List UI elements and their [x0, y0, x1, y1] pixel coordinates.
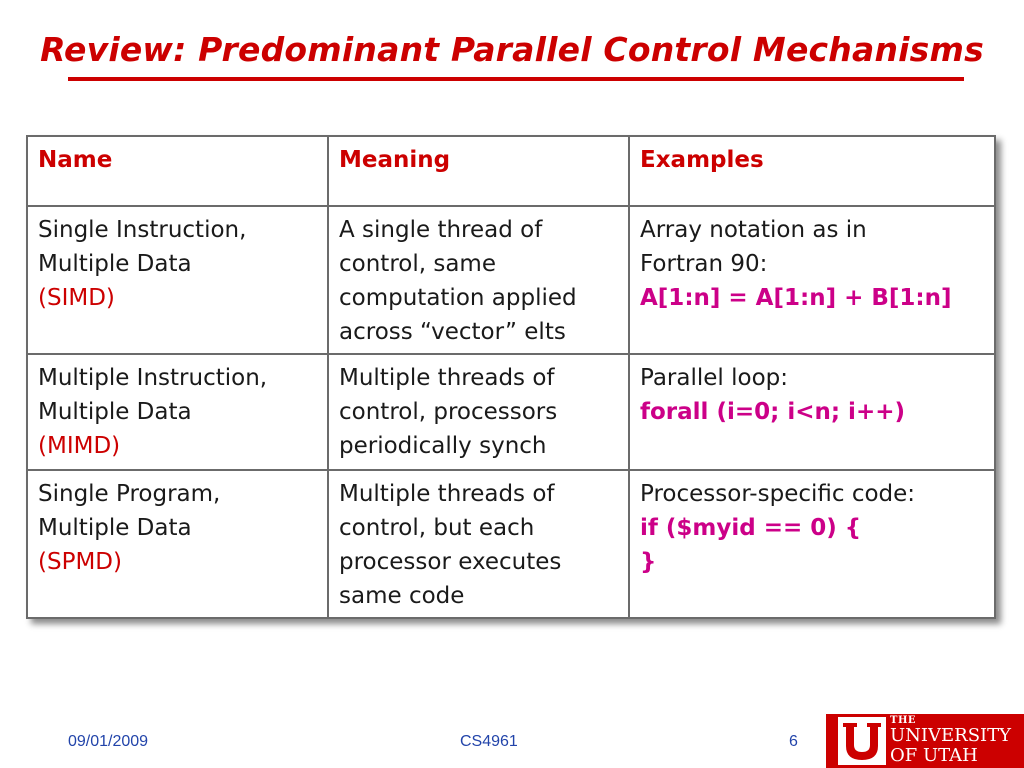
cell-meaning: [328, 470, 629, 618]
meaning-line: across “vector” elts: [339, 319, 566, 345]
meaning-line: Multiple threads of: [339, 365, 555, 391]
cell-examples: [629, 206, 995, 354]
meaning-line: processor executes: [339, 549, 562, 575]
logo-the: THE: [890, 715, 917, 726]
name-line: Multiple Data: [38, 251, 192, 277]
meaning-line: control, but each: [339, 515, 535, 541]
block-u-icon: [838, 717, 886, 765]
example-code: forall (i=0; i<n; i++): [640, 399, 905, 425]
footer-page-number: 6: [789, 733, 798, 750]
cell-name: [27, 206, 328, 354]
name-abbreviation: (MIMD): [38, 433, 121, 459]
header-meaning: Meaning: [328, 136, 629, 206]
example-code: }: [640, 549, 657, 575]
cell-examples: [629, 470, 995, 618]
example-line: Fortran 90:: [640, 251, 768, 277]
meaning-line: A single thread of: [339, 217, 543, 243]
name-abbreviation: (SIMD): [38, 285, 115, 311]
name-line: Single Program,: [38, 481, 221, 507]
example-line: Parallel loop:: [640, 365, 788, 391]
cell-meaning: [328, 206, 629, 354]
title-underline: [68, 77, 964, 81]
cell-name: [27, 354, 328, 470]
footer-course: CS4961: [460, 733, 518, 750]
cell-examples: [629, 354, 995, 470]
table-header-row: [27, 136, 995, 206]
meaning-line: computation applied: [339, 285, 577, 311]
name-abbreviation: (SPMD): [38, 549, 122, 575]
header-examples: Examples: [629, 136, 995, 206]
example-code: A[1:n] = A[1:n] + B[1:n]: [640, 285, 952, 311]
header-name: Name: [27, 136, 328, 206]
meaning-line: control, processors: [339, 399, 558, 425]
table-row: [27, 470, 995, 618]
cell-name: [27, 470, 328, 618]
mechanisms-table: [26, 135, 996, 619]
table-row: [27, 354, 995, 470]
example-line: Array notation as in: [640, 217, 867, 243]
meaning-line: control, same: [339, 251, 496, 277]
table-row: [27, 206, 995, 354]
meaning-line: periodically synch: [339, 433, 547, 459]
mechanisms-table-container: [26, 135, 996, 619]
meaning-line: same code: [339, 583, 465, 609]
meaning-line: Multiple threads of: [339, 481, 555, 507]
example-code: if ($myid == 0) {: [640, 515, 862, 541]
example-line: Processor-specific code:: [640, 481, 916, 507]
university-logo: [826, 714, 1024, 768]
slide-title: Review: Predominant Parallel Control Mechanisms: [40, 30, 984, 69]
name-line: Single Instruction,: [38, 217, 247, 243]
logo-of-utah: OF UTAH: [890, 745, 978, 766]
logo-university: UNIVERSITY: [890, 725, 1012, 746]
name-line: Multiple Instruction,: [38, 365, 268, 391]
cell-meaning: [328, 354, 629, 470]
name-line: Multiple Data: [38, 399, 192, 425]
footer-date: 09/01/2009: [68, 733, 149, 750]
name-line: Multiple Data: [38, 515, 192, 541]
